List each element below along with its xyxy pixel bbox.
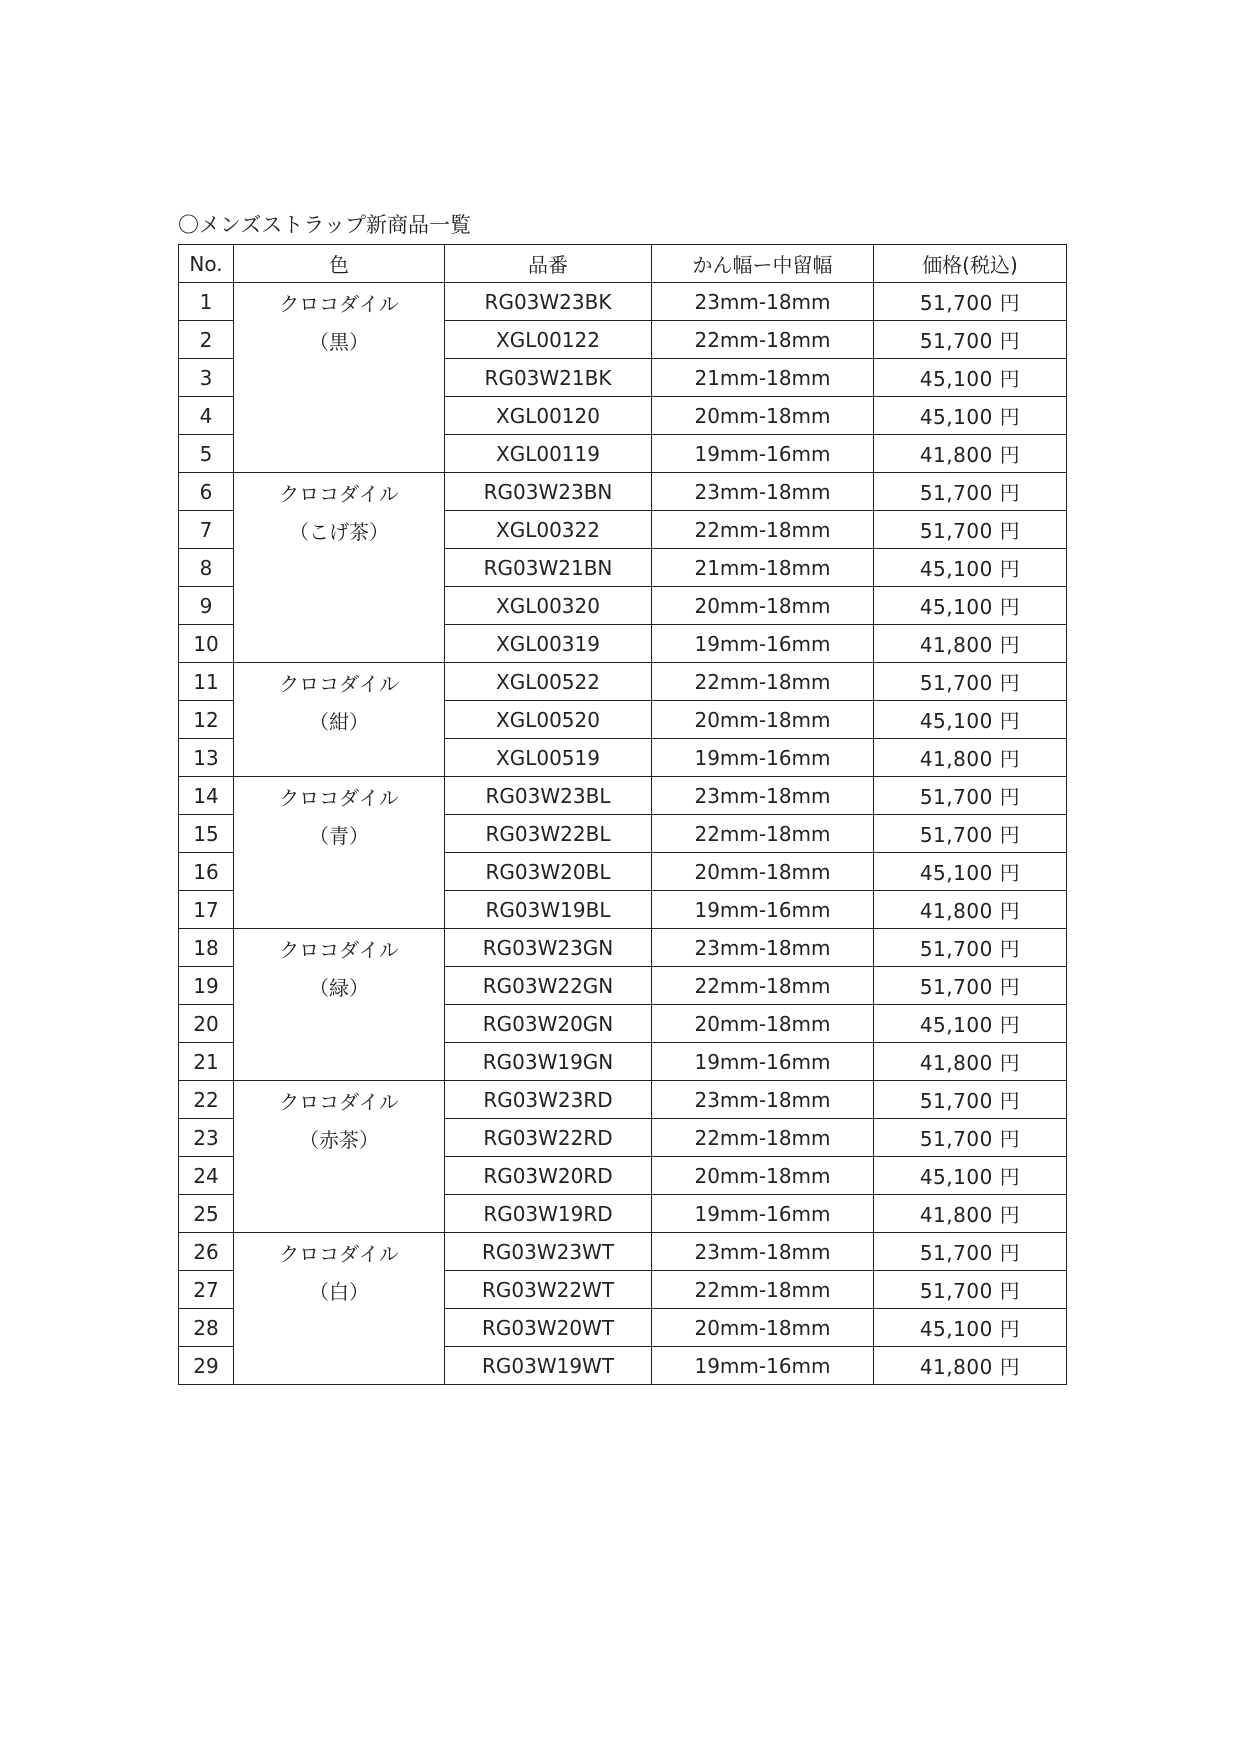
cell-no: 11: [179, 663, 234, 701]
cell-no: 7: [179, 511, 234, 549]
cell-price: 41,800 円: [874, 625, 1067, 663]
header-color: 色: [234, 245, 445, 283]
cell-color: [234, 929, 445, 1081]
cell-color: [234, 283, 445, 473]
cell-product-code: RG03W19RD: [445, 1195, 652, 1233]
cell-product-code: RG03W23RD: [445, 1081, 652, 1119]
color-shade: （緑）: [309, 976, 369, 1000]
cell-width: 19mm-16mm: [652, 1043, 874, 1081]
color-material: クロコダイル: [279, 1090, 399, 1114]
cell-width: 20mm-18mm: [652, 701, 874, 739]
cell-width: 23mm-18mm: [652, 1081, 874, 1119]
cell-product-code: RG03W23BK: [445, 283, 652, 321]
cell-width: 22mm-18mm: [652, 815, 874, 853]
table-row: [179, 473, 1067, 511]
cell-width: 20mm-18mm: [652, 397, 874, 435]
cell-price: 51,700 円: [874, 1271, 1067, 1309]
cell-no: 2: [179, 321, 234, 359]
cell-width: 23mm-18mm: [652, 1233, 874, 1271]
cell-price: 51,700 円: [874, 815, 1067, 853]
cell-no: 17: [179, 891, 234, 929]
table-body: [179, 283, 1067, 1385]
header-width: かん幅ー中留幅: [652, 245, 874, 283]
cell-width: 20mm-18mm: [652, 1309, 874, 1347]
cell-no: 6: [179, 473, 234, 511]
table-row: [179, 1081, 1067, 1119]
color-material: クロコダイル: [279, 482, 399, 506]
cell-width: 22mm-18mm: [652, 321, 874, 359]
cell-price: 51,700 円: [874, 1119, 1067, 1157]
cell-no: 13: [179, 739, 234, 777]
cell-no: 12: [179, 701, 234, 739]
cell-price: 51,700 円: [874, 511, 1067, 549]
cell-product-code: XGL00519: [445, 739, 652, 777]
cell-width: 22mm-18mm: [652, 1119, 874, 1157]
cell-product-code: RG03W23GN: [445, 929, 652, 967]
cell-price: 45,100 円: [874, 1005, 1067, 1043]
cell-product-code: RG03W19WT: [445, 1347, 652, 1385]
color-shade: （黒）: [309, 330, 369, 354]
header-product-code: 品番: [445, 245, 652, 283]
cell-price: 45,100 円: [874, 701, 1067, 739]
cell-width: 20mm-18mm: [652, 853, 874, 891]
cell-product-code: RG03W20WT: [445, 1309, 652, 1347]
cell-width: 21mm-18mm: [652, 549, 874, 587]
header-price: 価格(税込): [874, 245, 1067, 283]
cell-price: 45,100 円: [874, 397, 1067, 435]
cell-width: 21mm-18mm: [652, 359, 874, 397]
cell-no: 8: [179, 549, 234, 587]
cell-product-code: XGL00322: [445, 511, 652, 549]
cell-price: 51,700 円: [874, 1081, 1067, 1119]
cell-no: 5: [179, 435, 234, 473]
cell-product-code: RG03W23BL: [445, 777, 652, 815]
cell-no: 18: [179, 929, 234, 967]
cell-price: 41,800 円: [874, 1347, 1067, 1385]
color-shade: （青）: [309, 824, 369, 848]
cell-color: [234, 1233, 445, 1385]
cell-width: 20mm-18mm: [652, 1005, 874, 1043]
cell-product-code: RG03W22RD: [445, 1119, 652, 1157]
cell-width: 23mm-18mm: [652, 929, 874, 967]
cell-no: 26: [179, 1233, 234, 1271]
cell-width: 22mm-18mm: [652, 663, 874, 701]
table-row: [179, 663, 1067, 701]
cell-product-code: RG03W20GN: [445, 1005, 652, 1043]
cell-product-code: XGL00122: [445, 321, 652, 359]
cell-product-code: RG03W20BL: [445, 853, 652, 891]
cell-width: 23mm-18mm: [652, 473, 874, 511]
cell-no: 20: [179, 1005, 234, 1043]
cell-product-code: XGL00319: [445, 625, 652, 663]
header-no: No.: [179, 245, 234, 283]
cell-no: 3: [179, 359, 234, 397]
cell-no: 22: [179, 1081, 234, 1119]
cell-price: 51,700 円: [874, 321, 1067, 359]
cell-price: 45,100 円: [874, 587, 1067, 625]
cell-no: 1: [179, 283, 234, 321]
cell-price: 51,700 円: [874, 929, 1067, 967]
color-material: クロコダイル: [279, 786, 399, 810]
cell-product-code: RG03W22WT: [445, 1271, 652, 1309]
product-table: [178, 244, 1067, 1385]
cell-width: 23mm-18mm: [652, 283, 874, 321]
page-title: 〇メンズストラップ新商品一覧: [178, 213, 471, 237]
cell-color: [234, 777, 445, 929]
cell-width: 19mm-16mm: [652, 625, 874, 663]
cell-width: 20mm-18mm: [652, 587, 874, 625]
cell-no: 14: [179, 777, 234, 815]
cell-price: 41,800 円: [874, 435, 1067, 473]
cell-price: 45,100 円: [874, 359, 1067, 397]
cell-width: 19mm-16mm: [652, 891, 874, 929]
color-shade: （紺）: [309, 710, 369, 734]
cell-product-code: XGL00320: [445, 587, 652, 625]
cell-product-code: RG03W19GN: [445, 1043, 652, 1081]
table-row: [179, 929, 1067, 967]
cell-price: 45,100 円: [874, 1157, 1067, 1195]
cell-no: 15: [179, 815, 234, 853]
cell-product-code: RG03W21BK: [445, 359, 652, 397]
cell-no: 10: [179, 625, 234, 663]
cell-product-code: RG03W22GN: [445, 967, 652, 1005]
cell-price: 51,700 円: [874, 663, 1067, 701]
cell-product-code: RG03W23WT: [445, 1233, 652, 1271]
color-material: クロコダイル: [279, 938, 399, 962]
cell-no: 27: [179, 1271, 234, 1309]
cell-no: 4: [179, 397, 234, 435]
cell-product-code: XGL00120: [445, 397, 652, 435]
color-shade: （赤茶）: [299, 1128, 379, 1152]
cell-price: 41,800 円: [874, 739, 1067, 777]
cell-width: 20mm-18mm: [652, 1157, 874, 1195]
cell-width: 22mm-18mm: [652, 1271, 874, 1309]
cell-width: 22mm-18mm: [652, 967, 874, 1005]
cell-no: 9: [179, 587, 234, 625]
cell-color: [234, 1081, 445, 1233]
cell-product-code: XGL00520: [445, 701, 652, 739]
cell-no: 29: [179, 1347, 234, 1385]
cell-product-code: RG03W21BN: [445, 549, 652, 587]
cell-no: 21: [179, 1043, 234, 1081]
cell-width: 23mm-18mm: [652, 777, 874, 815]
cell-no: 23: [179, 1119, 234, 1157]
cell-no: 25: [179, 1195, 234, 1233]
cell-price: 51,700 円: [874, 967, 1067, 1005]
cell-no: 19: [179, 967, 234, 1005]
table-row: [179, 283, 1067, 321]
cell-color: [234, 663, 445, 777]
cell-price: 51,700 円: [874, 283, 1067, 321]
cell-price: 41,800 円: [874, 1195, 1067, 1233]
color-material: クロコダイル: [279, 672, 399, 696]
cell-price: 41,800 円: [874, 891, 1067, 929]
cell-width: 19mm-16mm: [652, 1347, 874, 1385]
cell-price: 51,700 円: [874, 777, 1067, 815]
cell-width: 19mm-16mm: [652, 435, 874, 473]
cell-width: 19mm-16mm: [652, 1195, 874, 1233]
cell-price: 51,700 円: [874, 1233, 1067, 1271]
cell-product-code: RG03W19BL: [445, 891, 652, 929]
table-row: [179, 1233, 1067, 1271]
cell-product-code: XGL00522: [445, 663, 652, 701]
header-row: [179, 245, 1067, 283]
cell-price: 45,100 円: [874, 853, 1067, 891]
cell-product-code: RG03W23BN: [445, 473, 652, 511]
table-row: [179, 777, 1067, 815]
cell-width: 19mm-16mm: [652, 739, 874, 777]
cell-product-code: XGL00119: [445, 435, 652, 473]
cell-price: 45,100 円: [874, 1309, 1067, 1347]
color-shade: （こげ茶）: [289, 520, 389, 544]
color-material: クロコダイル: [279, 292, 399, 316]
color-shade: （白）: [309, 1280, 369, 1304]
cell-no: 24: [179, 1157, 234, 1195]
cell-color: [234, 473, 445, 663]
cell-price: 45,100 円: [874, 549, 1067, 587]
cell-width: 22mm-18mm: [652, 511, 874, 549]
cell-price: 51,700 円: [874, 473, 1067, 511]
color-material: クロコダイル: [279, 1242, 399, 1266]
cell-product-code: RG03W20RD: [445, 1157, 652, 1195]
cell-price: 41,800 円: [874, 1043, 1067, 1081]
cell-product-code: RG03W22BL: [445, 815, 652, 853]
cell-no: 16: [179, 853, 234, 891]
cell-no: 28: [179, 1309, 234, 1347]
